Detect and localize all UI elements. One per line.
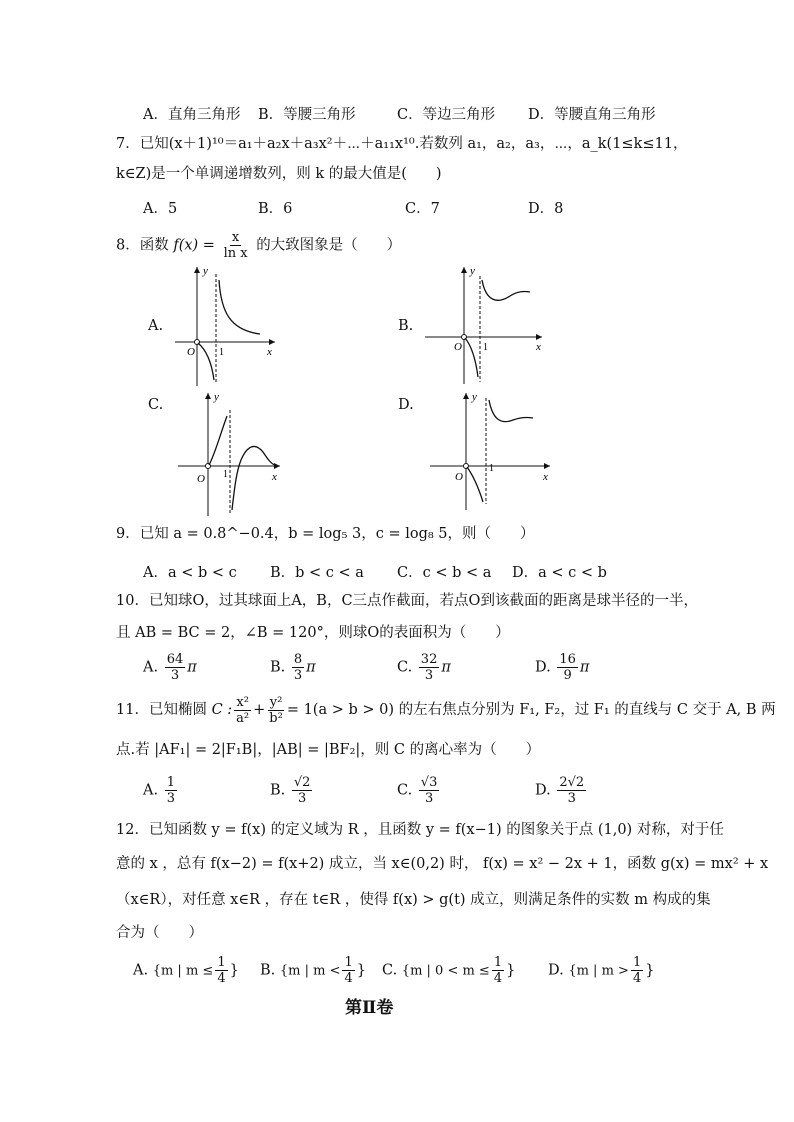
q11-line1: 11．已知椭圆 C : $\frac{\text{x²}}{\text{a²}}$ + $\frac{\text{y²}}{\text{b²}}$ = 1(a > b > 0) 的左右焦点分别为 F₁, F₂，过 F₁ 的直线与 C 交于 A, B 两 xyxy=(116,694,776,726)
q6-option-d: D．等腰直角三角形 xyxy=(528,107,656,123)
q6-option-b: B．等腰三角形 xyxy=(258,107,356,123)
axis-y-label: y xyxy=(203,265,208,277)
axis-y-label: y xyxy=(470,265,475,277)
q12-line2: 意的 x ，总有 f(x−2) = f(x+2) 成立，当 x∈(0,2) 时， f(x) = x² − 2x + 1，函数 g(x) = mx² + x xyxy=(116,856,769,872)
q10-option-d: D. $\frac{16}{9}$ π xyxy=(535,652,590,683)
q7-option-a: A．5 xyxy=(143,201,178,217)
origin-label: O xyxy=(455,471,463,483)
section-title: 第Ⅱ卷 xyxy=(345,998,394,1018)
q11-option-a: A. $\frac{1}{3}$ xyxy=(143,775,175,806)
q9-option-a: A．a < b < c xyxy=(143,565,237,581)
q7-line2: k∈Z)是一个单调递增数列，则 k 的最大值是( ) xyxy=(116,166,442,182)
q12-option-c: C. {m | 0 < m ≤ $\frac{1}{4}$ } xyxy=(382,955,516,986)
axis-x-label: x xyxy=(543,471,548,483)
q7-option-c: C．7 xyxy=(405,201,440,217)
origin-label: O xyxy=(197,473,205,485)
q10-option-a: A. $\frac{64}{3}$ π xyxy=(143,652,197,683)
tick-one: 1 xyxy=(219,347,224,358)
q12-option-b: B. {m | m < $\frac{1}{4}$ } xyxy=(260,955,366,986)
q6-option-c: C．等边三角形 xyxy=(397,107,496,123)
q9-stem: 9．已知 a = 0.8^−0.4，b = log₅ 3，c = log₈ 5，则（ ） xyxy=(116,526,535,542)
q7-option-d: D．8 xyxy=(528,201,564,217)
q10-line2: 且 AB = BC = 2，∠B = 120°，则球O的表面积为（ ） xyxy=(116,625,510,641)
q12-line3: （x∈R），对任意 x∈R ，存在 t∈R ，使得 f(x) > g(t) 成立，则满足条件的实数 m 构成的集 xyxy=(116,892,711,908)
q7-line1: 7．已知(x＋1)¹⁰＝a₁＋a₂x＋a₃x²＋⋯＋a₁₁x¹⁰.若数列 a₁，a₂，a₃，⋯，a_k(1≤k≤11， xyxy=(116,136,688,152)
q11-option-c: C. $\frac{√3}{3}$ xyxy=(397,775,438,806)
axis-y-label: y xyxy=(214,391,219,403)
q12-option-a: A. {m | m ≤ $\frac{1}{4}$ } xyxy=(133,955,239,986)
axis-x-label: x xyxy=(536,341,541,353)
q8-label-b: B. xyxy=(398,318,414,334)
axis-x-label: x xyxy=(267,346,272,358)
q8-graph-b xyxy=(420,262,550,388)
q12-line4: 合为（ ） xyxy=(116,925,203,941)
tick-one: 1 xyxy=(223,469,228,480)
q6-option-a: A．直角三角形 xyxy=(143,107,241,123)
q8-label-a: A. xyxy=(148,318,164,334)
q8-label-c: C. xyxy=(148,397,164,413)
q9-option-c: C．c < b < a xyxy=(397,565,492,581)
q11-option-b: B. $\frac{√2}{3}$ xyxy=(270,775,311,806)
axis-x-label: x xyxy=(272,471,277,483)
tick-one: 1 xyxy=(483,342,488,353)
q12-option-d: D. {m | m > $\frac{1}{4}$ } xyxy=(548,955,655,986)
tick-one: 1 xyxy=(489,463,494,474)
origin-label: O xyxy=(454,341,462,353)
q8-graph-a xyxy=(170,262,280,388)
q11-line2: 点.若 |AF₁| = 2|F₁B|，|AB| = |BF₂|，则 C 的离心率为（ ） xyxy=(116,742,541,758)
q7-option-b: B．6 xyxy=(258,201,293,217)
q12-line1: 12．已知函数 y = f(x) 的定义域为 R ，且函数 y = f(x−1) 的图象关于点 (1,0) 对称，对于任 xyxy=(116,822,724,838)
q8-stem: 8．函数 f(x) = $\frac{x}{\text{ln x}}$ 的大致图象是（ ） xyxy=(116,230,402,261)
q9-option-d: D．a < c < b xyxy=(512,565,607,581)
q10-line1: 10．已知球O，过其球面上A，B，C三点作截面，若点O到该截面的距离是球半径的一半， xyxy=(116,593,698,609)
origin-label: O xyxy=(187,346,195,358)
q8-label-d: D. xyxy=(398,397,414,413)
axis-y-label: y xyxy=(472,391,477,403)
q9-option-b: B．b < c < a xyxy=(270,565,364,581)
q10-option-b: B. $\frac{8}{3}$ π xyxy=(270,652,316,683)
q10-option-c: C. $\frac{32}{3}$ π xyxy=(397,652,451,683)
q8-graph-d xyxy=(425,388,555,513)
q11-option-d: D. $\frac{2√2}{3}$ xyxy=(535,775,585,806)
q8-graph-c xyxy=(175,388,285,518)
